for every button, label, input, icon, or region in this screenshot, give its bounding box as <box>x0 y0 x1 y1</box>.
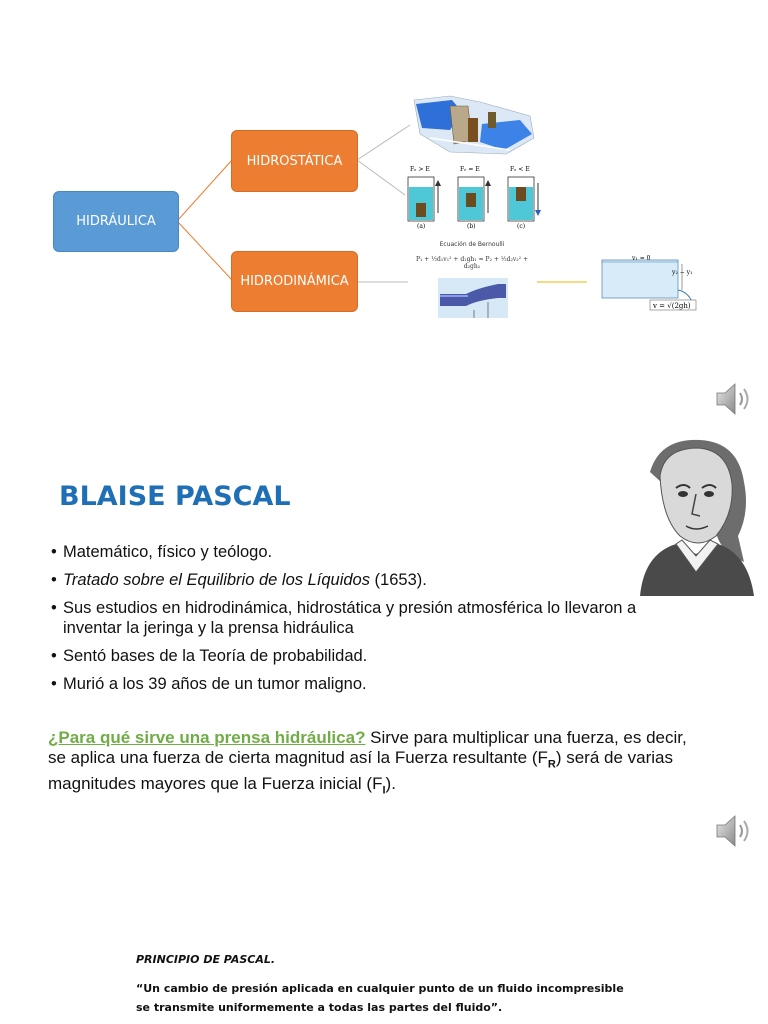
svg-text:y₂ − y₁: y₂ − y₁ <box>672 269 693 276</box>
principle-title: PRINCIPIO DE PASCAL. <box>136 953 276 966</box>
node-hidrodinamica: HIDRODINÁMICA <box>231 251 358 312</box>
press-paragraph: ¿Para qué sirve una prensa hidráulica? Sirve para multiplicar una fuerza, es decir, se aplica una fuerza de cierta magnitud así la Fuerza resultante $(F_R)$ será de varias magnitudes mayores que la Fuerza inicial $(F_I)$. <box>48 728 687 797</box>
svg-text:Fₑ > E: Fₑ > E <box>410 166 430 173</box>
svg-text:Fₑ < E: Fₑ < E <box>510 166 530 173</box>
bio-bullet-list <box>48 542 648 702</box>
beakers-illustration <box>402 165 542 231</box>
list-item: • Tratado sobre el Equilibrio de los Líquidos (1653). <box>48 570 648 590</box>
svg-text:v = √(2gh): v = √(2gh) <box>653 302 691 310</box>
list-item: • Murió a los 39 años de un tumor maligno. <box>48 674 648 694</box>
bernoulli-equation: P₁ + ½d₁v₁² + d₁gh₁ = P₂ + ½d₂v₂² + d₂gh₂ <box>415 256 529 270</box>
svg-text:(b): (b) <box>467 223 476 230</box>
svg-text:Fₑ = E: Fₑ = E <box>460 166 480 173</box>
list-item: • Sus estudios en hidrodinámica, hidrostática y presión atmosférica lo llevaron a inventar la jeringa y la prensa hidráulica <box>48 598 648 638</box>
speaker-icon[interactable] <box>714 812 754 850</box>
dam-illustration <box>410 94 536 158</box>
principle-text: “Un cambio de presión aplicada en cualquier punto de un fluido incompresible se transmite uniformemente a todas las partes del fluido”. <box>136 982 624 1014</box>
speaker-icon[interactable] <box>714 380 754 418</box>
bernoulli-illustration <box>408 241 536 321</box>
svg-text:v₁ = 0: v₁ = 0 <box>632 255 651 262</box>
list-item: • Matemático, físico y teólogo. <box>48 542 648 562</box>
node-hidraulica: HIDRÁULICA <box>53 191 179 252</box>
torricelli-illustration <box>596 252 700 314</box>
list-item: • Sentó bases de la Teoría de probabilidad. <box>48 646 648 666</box>
page-title: BLAISE PASCAL <box>59 481 291 512</box>
question-link[interactable]: ¿Para qué sirve una prensa hidráulica? <box>48 728 366 747</box>
svg-text:(a): (a) <box>417 223 426 230</box>
node-hidrostatica: HIDROSTÁTICA <box>231 130 358 192</box>
svg-text:(c): (c) <box>517 223 526 230</box>
bernoulli-title: Ecuación de Bernoulli <box>439 241 505 248</box>
book-title: Tratado sobre el Equilibrio de los Líquidos <box>63 571 370 589</box>
